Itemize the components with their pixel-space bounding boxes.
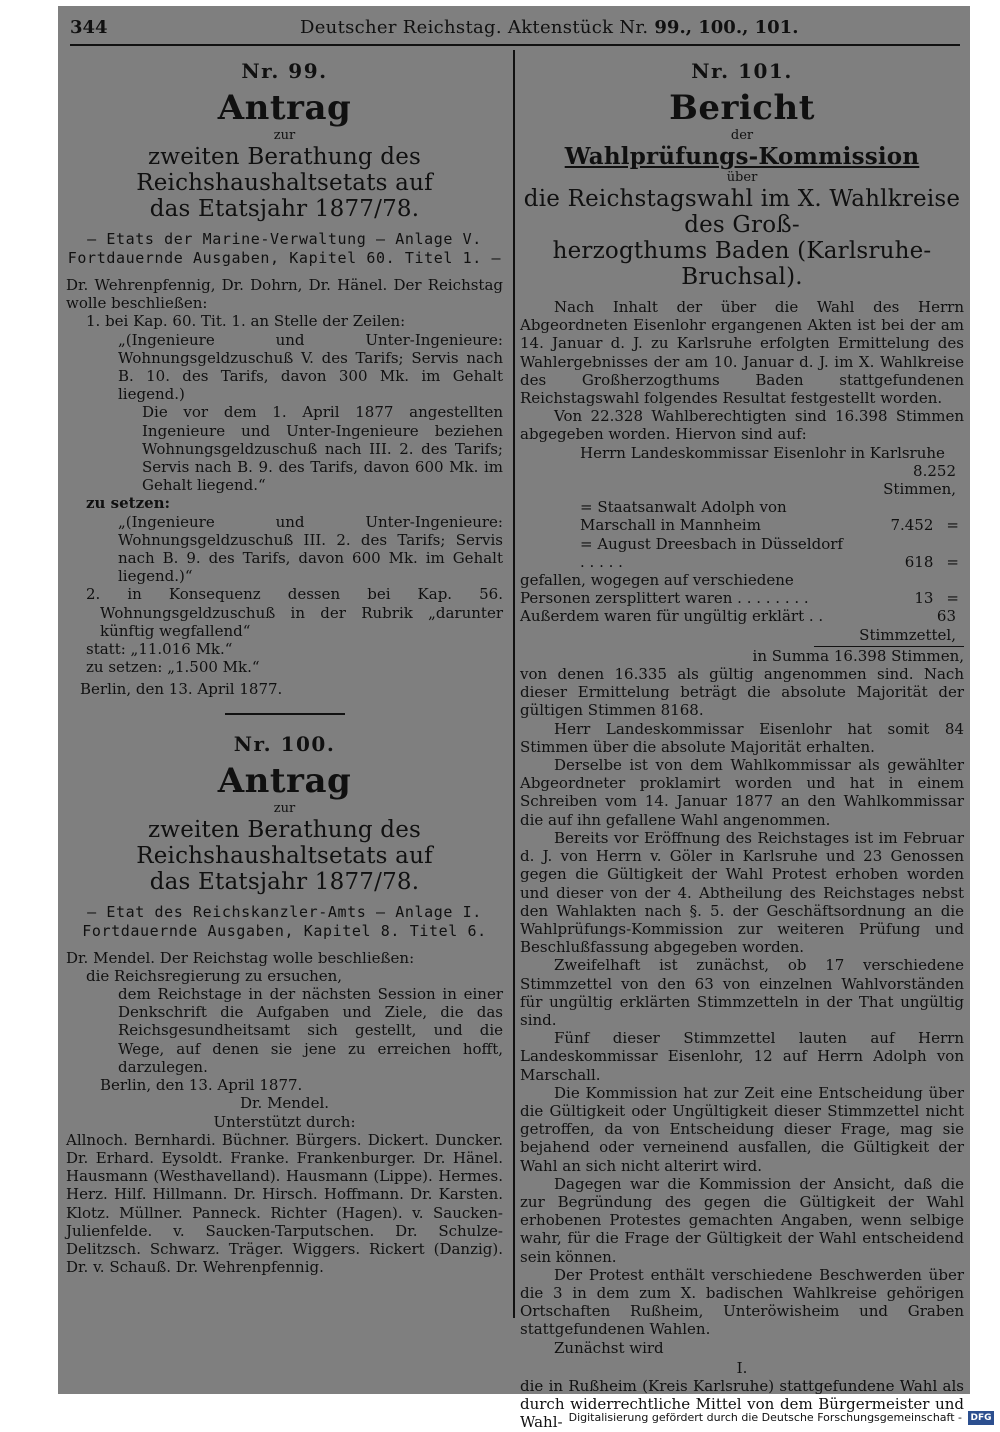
motion-text: die Reichsregierung zu ersuchen, bbox=[86, 966, 343, 985]
column-divider bbox=[513, 50, 515, 1318]
motion-text: zu setzen: „1.500 Mk.“ bbox=[86, 658, 260, 677]
vote-row bbox=[520, 607, 964, 643]
document-number: Nr. 100. bbox=[233, 731, 336, 756]
title-connector: zur bbox=[273, 128, 296, 143]
funding-text: Digitalisierung gefördert durch die Deutsche Forschungsgemeinschaft - bbox=[568, 1411, 962, 1424]
report-paragraph: von denen 16.335 als gültig angenommen sind. Nach dieser Ermittelung beträgt die absolute Majorität der gültigen Stimmen 8168. bbox=[520, 665, 964, 720]
page-number: 344 bbox=[70, 17, 108, 38]
report-paragraph: Dagegen war die Kommission der Ansicht, daß die zur Begründung des gegen die Gültigkeit der Wahl erhobenen Protestes gemachten Angaben, wenn selbige wahr, für die Frage der Gültigkeit der Wahl entscheidend sein können. bbox=[520, 1174, 964, 1266]
vote-sum bbox=[520, 647, 964, 665]
document-number: Nr. 101. bbox=[691, 59, 793, 83]
signature: Dr. Mendel. bbox=[239, 1094, 330, 1113]
motion-text: statt: „11.016 Mk.“ bbox=[86, 640, 233, 659]
vote-value: 7.452 bbox=[890, 516, 934, 535]
running-header bbox=[70, 14, 960, 42]
report-paragraph: Derselbe ist von dem Wahlkommissar als gewählter Abgeordneter proklamirt worden und hat in einem Schreiben vom 14. Januar 1877 an den Wahlkommissar die auf ihn gefallene Wahl angenommen. bbox=[520, 756, 964, 829]
document-title: Antrag bbox=[217, 88, 352, 128]
subtitle-line: das Etatsjahr 1877/78. bbox=[149, 196, 420, 222]
vote-row bbox=[520, 444, 964, 462]
motion-intro: Dr. Mendel. Der Reichstag wolle beschließen: bbox=[66, 948, 415, 967]
motion-item: 2. in Konsequenz dessen bei Kap. 56. Wohnungsgeldzuschuß in der Rubrik „darunter künftig wegfallend“ bbox=[86, 585, 503, 640]
subtitle-line: das Etatsjahr 1877/78. bbox=[149, 868, 420, 895]
date-line: Berlin, den 13. April 1877. bbox=[100, 1076, 303, 1095]
motion-instruction: zu setzen: bbox=[86, 494, 171, 513]
title-connector: über bbox=[726, 170, 758, 185]
document-title: Antrag bbox=[217, 760, 352, 801]
subtitle-line: zweiten Berathung des Reichshaushaltsetats auf bbox=[136, 816, 433, 869]
section-separator bbox=[225, 713, 345, 715]
motion-text: „(Ingenieure und Unter-Ingenieure: Wohnungsgeldzuschuß III. 2. des Tarifs; Servis nach B. 9. des Tarifs, davon 600 Mk. im Gehalt liegend.)“ bbox=[118, 512, 503, 586]
vote-label: gefallen, wogegen auf verschiedene Personen zersplittert waren . . . . . . . . bbox=[520, 571, 809, 608]
motion-intro: Dr. Wehrenpfennig, Dr. Dohrn, Dr. Hänel. Der Reichstag wolle beschließen: bbox=[66, 276, 503, 313]
etat-line: Fortdauernde Ausgaben, Kapitel 8. Titel 6. bbox=[82, 921, 487, 940]
vote-label: Außerdem waren für ungültig erklärt . . bbox=[520, 607, 824, 626]
date-line: Berlin, den 13. April 1877. bbox=[80, 680, 283, 699]
header-title bbox=[300, 14, 798, 42]
report-paragraph: Herr Landeskommissar Eisenlohr hat somit 84 Stimmen über die absolute Majorität erhalten. bbox=[520, 719, 964, 756]
report-paragraph: Von 22.328 Wahlberechtigten sind 16.398 Stimmen abgegeben worden. Hiervon sind auf: bbox=[520, 407, 964, 444]
etat-line: Fortdauernde Ausgaben, Kapitel 60. Titel 1. — bbox=[67, 249, 502, 267]
vote-label: Herrn Landeskommissar Eisenlohr in Karlsruhe bbox=[580, 443, 945, 462]
document-number: Nr. 99. bbox=[241, 59, 328, 83]
etat-line: — Etats der Marine-Verwaltung — Anlage V. bbox=[87, 230, 482, 248]
commission-name: Wahlprüfungs-Kommission bbox=[564, 143, 920, 170]
left-column bbox=[66, 56, 503, 1276]
right-column bbox=[520, 56, 964, 1432]
motion-text: „(Ingenieure und Unter-Ingenieure: Wohnungsgeldzuschuß V. des Tarifs; Servis nach B. 10. des Tarifs, davon 300 Mk. im Gehalt liegend.) bbox=[118, 330, 503, 404]
report-paragraph: Nach Inhalt der über die Wahl des Herrn Abgeordneten Eisenlohr ergangenen Akten ist bei der am 14. Januar d. J. zu Karlsruhe erfolgten Ermittelung des Wahlergebnisses der am 10. Januar d. J. im X. Wahlkreise des Großherzogthums Baden stattgefundenen Reichstagswahl folgendes Resultat festgestellt worden. bbox=[520, 298, 964, 408]
header-rule bbox=[70, 44, 960, 46]
report-paragraph: Bereits vor Eröffnung des Reichstages ist im Februar d. J. von Herrn v. Göler in Karlsruhe und 23 Genossen gegen die Gültigkeit der Wahl Protest erhoben worden und dieser von der 4. Abtheilung des Reichstages nebst den Wahlakten nach §. 5. der Geschäftsordnung an die Wahlprüfungs-Kommission zur weiteren Prüfung und Beschlußfassung abgegeben worden. bbox=[520, 828, 964, 957]
ditto-mark: = bbox=[946, 516, 959, 535]
header-title-prefix: Deutscher Reichstag. Aktenstück Nr. bbox=[300, 17, 649, 38]
sum-label: in Summa bbox=[752, 646, 830, 665]
dfg-logo-icon: DFG bbox=[968, 1411, 994, 1425]
report-paragraph: Zweifelhaft ist zunächst, ob 17 verschiedene Stimmzettel von den 63 von einzelnen Wahlvorständen für ungültig erklärten Stimmzetteln in der That ungültig sind. bbox=[520, 956, 964, 1029]
vote-value: 63 Stimmzettel, bbox=[859, 607, 956, 644]
subtitle-line: herzogthums Baden (Karlsruhe-Bruchsal). bbox=[552, 238, 932, 290]
vote-table bbox=[520, 444, 964, 644]
supported-by-label: Unterstützt durch: bbox=[213, 1112, 356, 1131]
etat-line: — Etat des Reichskanzler-Amts — Anlage I. bbox=[87, 902, 482, 921]
report-paragraph: Der Protest enthält verschiedene Beschwerden über die 3 in dem zum X. badischen Wahlkreise gehörigen Ortschaften Rußheim, Unteröwisheim und Graben stattgefundenen Wahlen. bbox=[520, 1265, 964, 1339]
motion-text: dem Reichstage in der nächsten Session in einer Denkschrift die Aufgaben und Ziele, die das Reichsgesundheitsamt sich gestellt, und die Wege, auf denen sie jene zu erreichen hofft, darzulegen. bbox=[118, 985, 503, 1076]
sum-value: 16.398 Stimmen, bbox=[833, 646, 964, 665]
ditto-mark: = bbox=[946, 589, 959, 608]
subtitle-line: zweiten Berathung des Reichshaushaltsetats auf bbox=[136, 144, 433, 196]
header-document-numbers: 99., 100., 101. bbox=[654, 17, 799, 38]
vote-label: = Staatsanwalt Adolph von Marschall in Mannheim bbox=[580, 498, 787, 535]
vote-label: = August Dreesbach in Düsseldorf . . . . . bbox=[580, 534, 843, 571]
document-99 bbox=[66, 56, 503, 699]
supporters-list: Allnoch. Bernhardi. Büchner. Bürgers. Dickert. Duncker. Dr. Erhard. Eysoldt. Franke. Frankenburger. Dr. Hänel. Hausmann (Westhavelland). Hausmann (Lippe). Hermes. Herz. Hilf. Hillmann. Dr. Hirsch. Hoffmann. Dr. Karsten. Klotz. Müllner. Panneck. Richter (Hagen). v. Saucken-Julienfelde. v. Saucken-Tarputschen. Dr. Schulze-Delitzsch. Schwarz. Träger. Wiggers. Rickert (Danzig). Dr. v. Schauß. Dr. Wehrenpfennig. bbox=[66, 1130, 503, 1277]
motion-item: 1. bei Kap. 60. Tit. 1. an Stelle der Zeilen: bbox=[86, 312, 406, 331]
vote-value: 13 bbox=[914, 589, 934, 608]
motion-text: Die vor dem 1. April 1877 angestellten Ingenieure und Unter-Ingenieure beziehen Wohnungsgeldzuschuß nach III. 2. des Tarifs; Servis nach B. 9. des Tarifs, davon 600 Mk. im Gehalt liegend.“ bbox=[142, 403, 503, 495]
vote-value: 618 bbox=[904, 552, 934, 571]
title-connector: zur bbox=[273, 800, 296, 816]
vote-row bbox=[520, 462, 964, 498]
funding-footer bbox=[569, 1408, 994, 1428]
vote-row bbox=[520, 571, 964, 607]
title-connector: der bbox=[730, 128, 754, 143]
report-paragraph: Zunächst wird bbox=[554, 1338, 664, 1357]
vote-row bbox=[520, 498, 964, 534]
document-title: Bericht bbox=[669, 88, 815, 128]
report-paragraph: die in Rußheim (Kreis Karlsruhe) stattgefundene Wahl als durch widerrechtliche Mittel von dem Bürgermeister und Wahl- bbox=[520, 1376, 964, 1432]
vote-value: 8.252 Stimmen, bbox=[883, 461, 956, 499]
subtitle-line: die Reichstagswahl im X. Wahlkreise des Groß- bbox=[523, 186, 961, 238]
section-number: I. bbox=[736, 1358, 748, 1377]
report-paragraph: Fünf dieser Stimmzettel lauten auf Herrn Landeskommissar Eisenlohr, 12 auf Herrn Adolph von Marschall. bbox=[520, 1029, 964, 1084]
ditto-mark: = bbox=[946, 552, 959, 571]
report-paragraph: Die Kommission hat zur Zeit eine Entscheidung über die Gültigkeit oder Ungültigkeit dieser Stimmzettel nicht getroffen, da von Entscheidung dieser Frage, mag sie bejahend oder verneinend ausfallen, die Gültigkeit der Wahl an sich nicht alterirt wird. bbox=[520, 1083, 964, 1175]
vote-row bbox=[520, 535, 964, 571]
document-100 bbox=[66, 729, 503, 1277]
